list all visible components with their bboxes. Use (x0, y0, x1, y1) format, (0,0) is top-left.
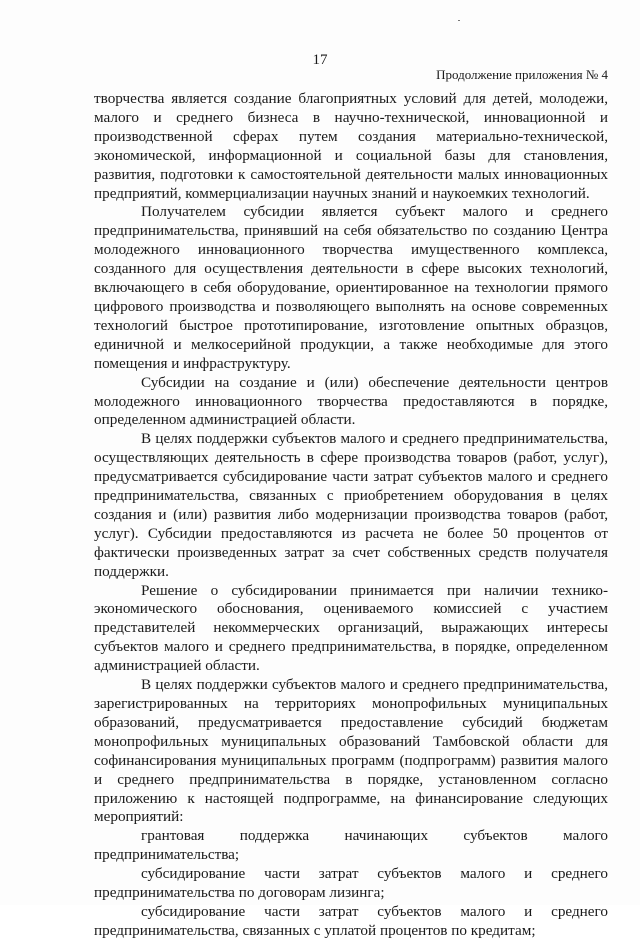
paragraph-5: Решение о субсидировании принимается при наличии технико-экономического обоснования, оцениваемого комиссией с участием представителей некоммерческих организаций, выражающих интересы субъектов малого и среднего предпринимательства, в порядке, определенном администрацией области. (94, 581, 608, 675)
paragraph-4: В целях поддержки субъектов малого и среднего предпринимательства, осуществляющих деятельность в сфере производства товаров (работ, услуг), предусматривается субсидирование части затрат субъектов малого и среднего предпринимательства, связанных с приобретением оборудования в целях создания и (или) развития либо модернизации производства товаров (работ, услуг). Субсидии предоставляются из расчета не более 50 процентов от фактически произведенных затрат за счет собственных средств получателя поддержки. (94, 430, 608, 580)
paragraph-2: Получателем субсидии является субъект малого и среднего предпринимательства, принявший на себя обязательство по созданию Центра молодежного инновационного творчества имущественного комплекса, созданного для осуществления деятельности в сфере высоких технологий, включающего в себя оборудование, ориентированное на технологии прямого цифрового производства и позволяющего выполнять на основе современных технологий быстрое прототипирование, изготовление опытных образцов, единичной и мелкосерийной продукции, а также необходимые для этого помещения и инфраструктуру. (94, 203, 608, 372)
paragraph-1: творчества является создание благоприятных условий для детей, молодежи, малого и среднего бизнеса в научно-технической, инновационной и производственной сферах путем создания материально-технической, экономической, информационной и социальной базы для становления, развития, подготовки к самостоятельной деятельности малых инновационных предприятий, коммерциализации научных знаний и наукоемких технологий. (94, 90, 608, 202)
list-item-credit-interest-subsidy: субсидирование части затрат субъектов малого и среднего предпринимательства, связанных с уплатой процентов по кредитам; (94, 902, 608, 939)
appendix-continuation-label: Продолжение приложения № 4 (436, 67, 608, 82)
paragraph-3: Субсидии на создание и (или) обеспечение деятельности центров молодежного инновационного творчества предоставляются в порядке, определенном администрацией области. (94, 373, 608, 429)
page-number: 17 (312, 52, 328, 68)
list-item-grant-support: грантовая поддержка начинающих субъектов малого предпринимательства; (94, 827, 608, 864)
scan-speck (458, 20, 460, 21)
paragraph-6: В целях поддержки субъектов малого и среднего предпринимательства, зарегистрированных на территориях монопрофильных муниципальных образований, предусматривается предоставление субсидий бюджетам монопрофильных муниципальных образований Тамбовской области для софинансирования муниципальных программ (подпрограмм) развития малого и среднего предпринимательства в порядке, установленном согласно приложению к настоящей подпрограмме, на финансирование следующих мероприятий: (94, 676, 608, 826)
list-item-leasing-subsidy: субсидирование части затрат субъектов малого и среднего предпринимательства по договорам лизинга; (94, 865, 608, 902)
document-body (94, 90, 608, 941)
